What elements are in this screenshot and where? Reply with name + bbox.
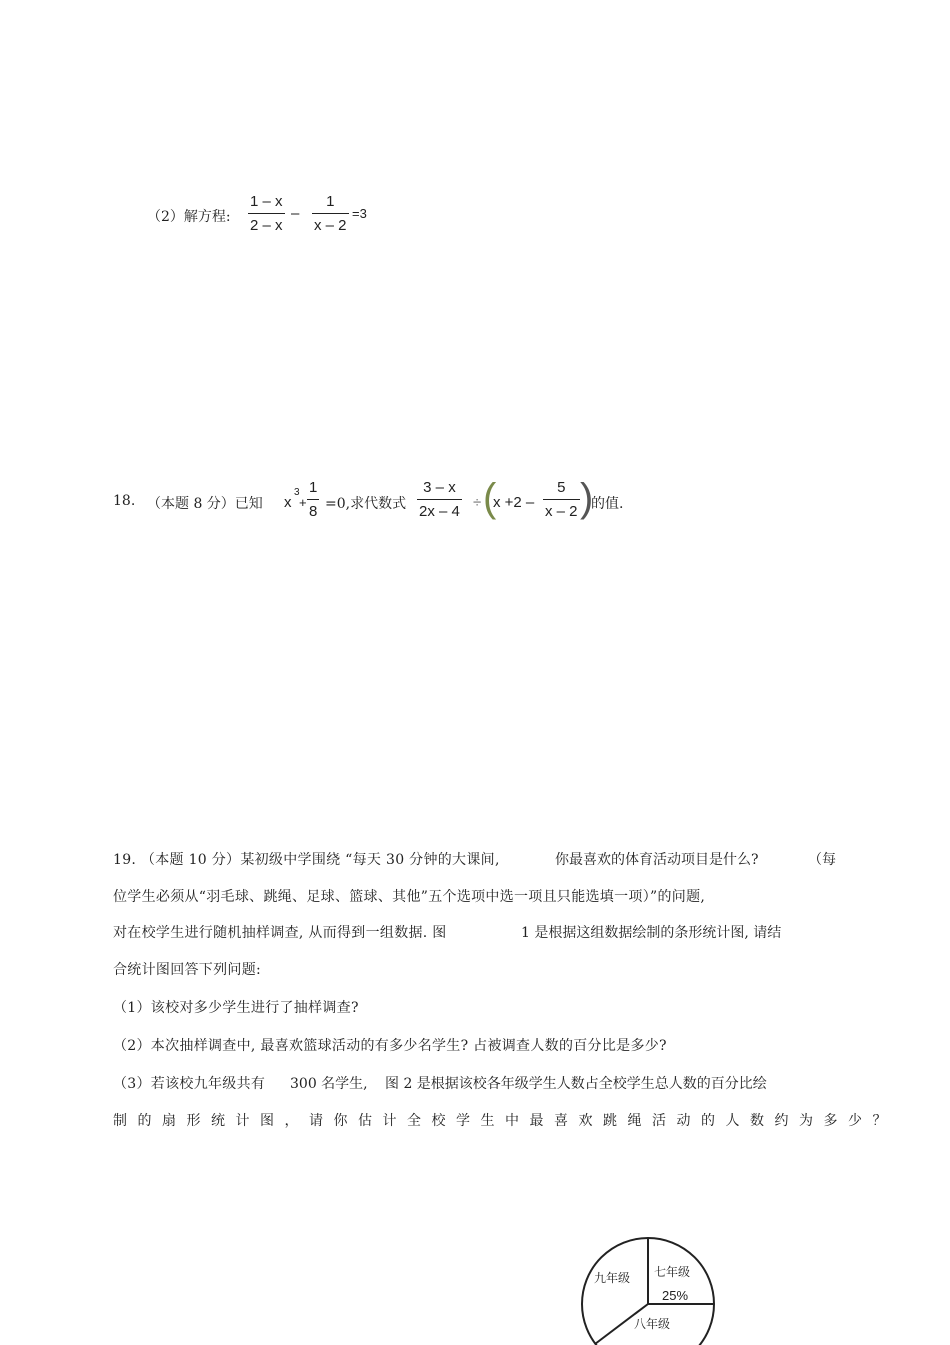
grade-pie-chart [570,1228,730,1345]
fraction-5-over-x-minus-2 [543,479,580,520]
inner-expression: x +2 – [493,494,535,511]
pie-label-grade9: 九年级 [594,1271,631,1285]
problem19-question-3-b: 300 名学生, [290,1076,368,1092]
fraction-3-minus-x-over-2x-minus-4 [417,479,462,520]
fraction-bar [248,213,285,214]
fraction-bar [417,499,462,500]
problem17-part2-label: （2）解方程: [147,209,231,225]
fraction-denominator: 2x – 4 [419,503,460,520]
problem19-line1-b: 你最喜欢的体育活动项目是什么? [555,852,759,868]
problem19-line3-a: 对在校学生进行随机抽样调查, 从而得到一组数据. 图 [113,925,447,941]
problem19-question-3-a: （3）若该校九年级共有 [113,1076,266,1092]
right-parenthesis: ) [580,476,594,520]
problem19-line4: 合统计图回答下列问题: [113,962,262,978]
fraction-1-over-8 [307,479,319,520]
plus-sign: + [299,495,307,510]
fraction-denominator: 2 – x [250,217,283,234]
minus-sign: – [291,205,300,222]
fraction-numerator: 1 [309,479,318,496]
left-parenthesis: ( [483,476,497,520]
fraction-1-over-x-minus-2 [312,193,349,234]
fraction-numerator: 3 – x [423,479,456,496]
fraction-denominator: x – 2 [545,503,578,520]
fraction-denominator: x – 2 [314,217,347,234]
problem18-points: （本题 8 分）已知 [147,496,263,512]
problem19-question-3-line2: 制的扇形统计图，请你估计全校学生中最喜欢跳绳活动的人数约为多少？ [113,1113,897,1129]
problem18-tail: 的值. [591,496,624,512]
fraction-bar [312,213,349,214]
problem19-question-3-c: 图 2 是根据该校各年级学生人数占全校学生总人数的百分比绘 [385,1076,767,1092]
problem19-question-1: （1）该校对多少学生进行了抽样调查? [113,1000,359,1016]
fraction-denominator: 8 [309,503,318,520]
problem19-question-2: （2）本次抽样调查中, 最喜欢篮球活动的有多少名学生? 占被调查人数的百分比是多少? [113,1038,667,1054]
fraction-numerator: 5 [557,479,566,496]
pie-label-grade7: 七年级 [654,1265,691,1279]
pie-value-grade7: 25% [662,1288,689,1303]
fraction-1-minus-x-over-2-minus-x [248,193,285,234]
variable-x: x [284,494,292,511]
problem18-number: 18. [113,493,136,509]
fraction-numerator: 1 [326,193,335,210]
fraction-numerator: 1 – x [250,193,283,210]
problem19-line1-a: 19. （本题 10 分）某初级中学围绕 “每天 30 分钟的大课间, [113,852,500,868]
problem18-condition-text: =0,求代数式 [325,496,407,512]
exponent-3: 3 [294,487,300,498]
pie-label-grade8: 八年级 [634,1317,671,1331]
fraction-bar [307,499,319,500]
equals-three: =3 [352,206,367,221]
fraction-bar [543,499,580,500]
division-sign: ÷ [473,494,482,511]
problem19-line1-c: （每 [808,852,836,868]
problem19-line3-b: 1 是根据这组数据绘制的条形统计图, 请结 [521,925,782,941]
problem19-line2: 位学生必须从“羽毛球、跳绳、足球、篮球、其他”五个选项中选一项且只能选填一项）”的问题, [113,889,706,905]
